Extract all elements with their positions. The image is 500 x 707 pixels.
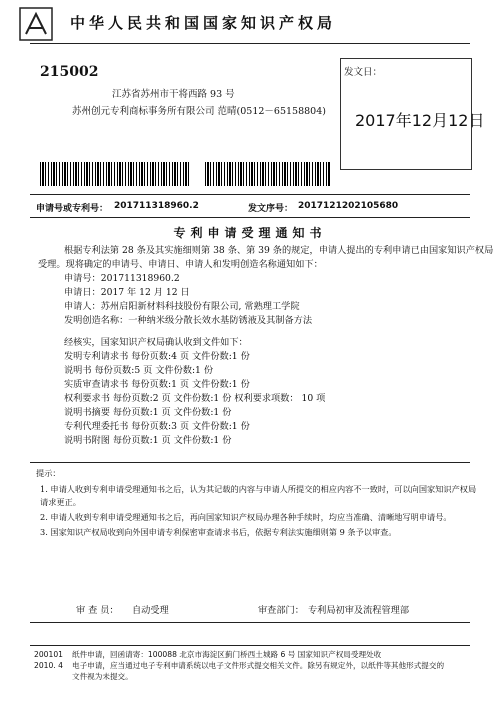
postal-code: 215002 [40, 64, 99, 80]
footer-code-2: 2010. 4 [34, 661, 63, 670]
department-name: 专利局初审及流程管理部 [308, 605, 410, 616]
serial-number-label: 发文序号： [248, 204, 294, 214]
recipient-address: 江苏省苏州市干将西路 93 号 [112, 89, 235, 100]
dispatch-date-label: 发文日： [344, 67, 383, 78]
detail-applicant: 申请人：苏州启阳新材料科技股份有限公司, 常熟理工学院 [64, 301, 300, 312]
cnipa-logo-icon [18, 6, 54, 42]
detail-application-date: 申请日：2017 年 12 月 12 日 [64, 287, 190, 298]
application-number-label: 申请号或专利号： [36, 204, 109, 214]
tip-item: 3. 国家知识产权局收到向外国申请专利保密审查请求书后，依据专利法实施细则第 9 条予以审查。 [40, 527, 397, 537]
application-number: 201711318960.2 [114, 201, 199, 211]
department-label: 审查部门： [258, 605, 304, 616]
header-divider [30, 43, 470, 44]
tip-item: 请求更正。 [40, 497, 81, 507]
file-item: 权利要求书 每份页数:2 页 文件份数:1 份 权利要求项数： 10 项 [64, 393, 326, 404]
barcode-left [40, 162, 190, 186]
tip-item: 1. 申请人收到专利申请受理通知书之后，认为其记载的内容与申请人所提交的相应内容不一致时，可以向国家知识产权局 [40, 484, 477, 494]
intro-line-2: 受理。现将确定的申请号、申请日、申请人和发明创造名称通知如下： [38, 259, 323, 270]
tips-label: 提示： [36, 468, 61, 478]
file-item: 说明书附图 每份页数:1 页 文件份数:1 份 [64, 435, 232, 446]
file-item: 专利代理委托书 每份页数:3 页 文件份数:1 份 [64, 421, 250, 432]
file-item: 发明专利请求书 每份页数:4 页 文件份数:1 份 [64, 351, 250, 362]
notice-title: 专利申请受理通知书 [173, 226, 327, 240]
agency-name: 中华人民共和国国家知识产权局 [70, 14, 337, 32]
footer-code-1: 200101 [34, 650, 63, 659]
detail-application-number: 申请号：201711318960.2 [64, 273, 180, 284]
barcode-right [205, 162, 330, 186]
footer-line-2: 电子申请，应当通过电子专利申请系统以电子文件形式提交相关文件。除另有规定外，以纸件等其他形式提交的 [72, 661, 445, 670]
dispatch-date: 2017年12月12日 [355, 111, 485, 130]
file-item: 说明书 每份页数:5 页 文件份数:1 份 [64, 365, 214, 376]
footer-line-3: 文件视为未提交。 [72, 672, 133, 681]
footer-divider-top [30, 622, 470, 623]
files-intro: 经核实，国家知识产权局确认收到文件如下： [64, 337, 248, 348]
file-item: 实质审查请求书 每份页数:1 页 文件份数:1 份 [64, 379, 250, 390]
intro-line-1: 根据专利法第 28 条及其实施细则第 38 条、第 39 条的规定，申请人提出的专利申请已由国家知识产权局 [64, 245, 494, 256]
detail-invention-title: 发明创造名称：一种纳米级分散长效水基防锈液及其制备方法 [64, 315, 313, 326]
examiner-name: 自动受理 [132, 605, 169, 616]
examiner-label: 审 查 员： [76, 605, 119, 616]
footer-divider-middle [30, 645, 470, 646]
file-item: 说明书摘要 每份页数:1 页 文件份数:1 份 [64, 407, 232, 418]
serial-number: 2017121202105680 [298, 201, 399, 211]
tip-item: 2. 申请人收到专利申请受理通知书之后，再向国家知识产权局办理各种手续时，均应当准确、清晰地写明申请号。 [40, 512, 452, 522]
footer-line-1: 纸件申请，回函请寄：100088 北京市海淀区蓟门桥西土城路 6 号 国家知识产权局受理处收 [72, 650, 382, 659]
agent-info: 苏州创元专利商标事务所有限公司 范晴(0512－65158804) [72, 106, 326, 117]
tips-divider [30, 462, 470, 463]
